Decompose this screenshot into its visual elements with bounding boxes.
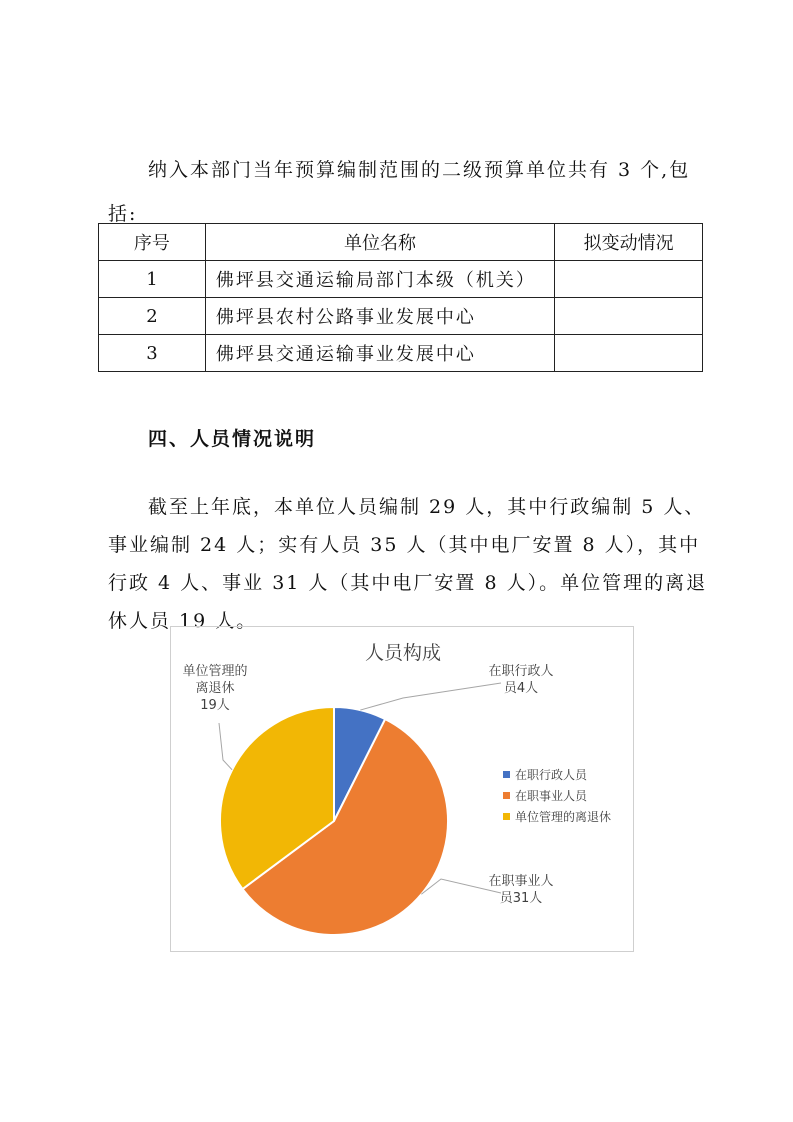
leader-line (219, 723, 232, 770)
header-change: 拟变动情况 (555, 224, 703, 261)
row-change (555, 335, 703, 372)
units-table (98, 223, 703, 372)
data-label: 员31人 (499, 891, 543, 906)
data-label: 员4人 (503, 681, 539, 696)
row-change (555, 298, 703, 335)
intro-paragraph: 纳入本部门当年预算编制范围的二级预算单位共有 3 个,包括: (108, 159, 691, 225)
data-label: 单位管理的 (182, 664, 248, 679)
table-row (99, 335, 703, 372)
table-row (99, 261, 703, 298)
staff-pie-chart (170, 626, 634, 952)
row-index: 1 (99, 261, 206, 298)
legend-swatch (503, 771, 510, 778)
data-label: 在职事业人 (488, 874, 554, 889)
row-change (555, 261, 703, 298)
data-label: 19人 (200, 698, 230, 713)
data-label: 离退休 (195, 681, 235, 696)
row-index: 2 (99, 298, 206, 335)
data-label: 在职行政人 (488, 664, 554, 679)
legend-label: 在职事业人员 (515, 789, 588, 803)
row-index: 3 (99, 335, 206, 372)
legend-swatch (503, 813, 510, 820)
leader-line (360, 683, 501, 710)
pie-chart-canvas (171, 627, 635, 953)
row-unit-name: 佛坪县农村公路事业发展中心 (205, 298, 554, 335)
legend-swatch (503, 792, 510, 799)
legend-label: 在职行政人员 (515, 768, 588, 782)
table-header-row (99, 224, 703, 261)
row-unit-name: 佛坪县交通运输局部门本级（机关） (205, 261, 554, 298)
table-row (99, 298, 703, 335)
header-index: 序号 (99, 224, 206, 261)
chart-title: 人员构成 (364, 642, 442, 664)
row-unit-name: 佛坪县交通运输事业发展中心 (205, 335, 554, 372)
header-unit-name: 单位名称 (205, 224, 554, 261)
legend-label: 单位管理的离退休 (515, 810, 612, 824)
section-heading: 四、人员情况说明 (148, 428, 317, 450)
staff-paragraph: 截至上年底，本单位人员编制 29 人，其中行政编制 5 人、事业编制 24 人；实有人员 35 人（其中电厂安置 8 人），其中行政 4 人、事业 31 人（其中电厂安置 8 人）。单位管理的离退休人员 19 人。 (108, 496, 708, 632)
